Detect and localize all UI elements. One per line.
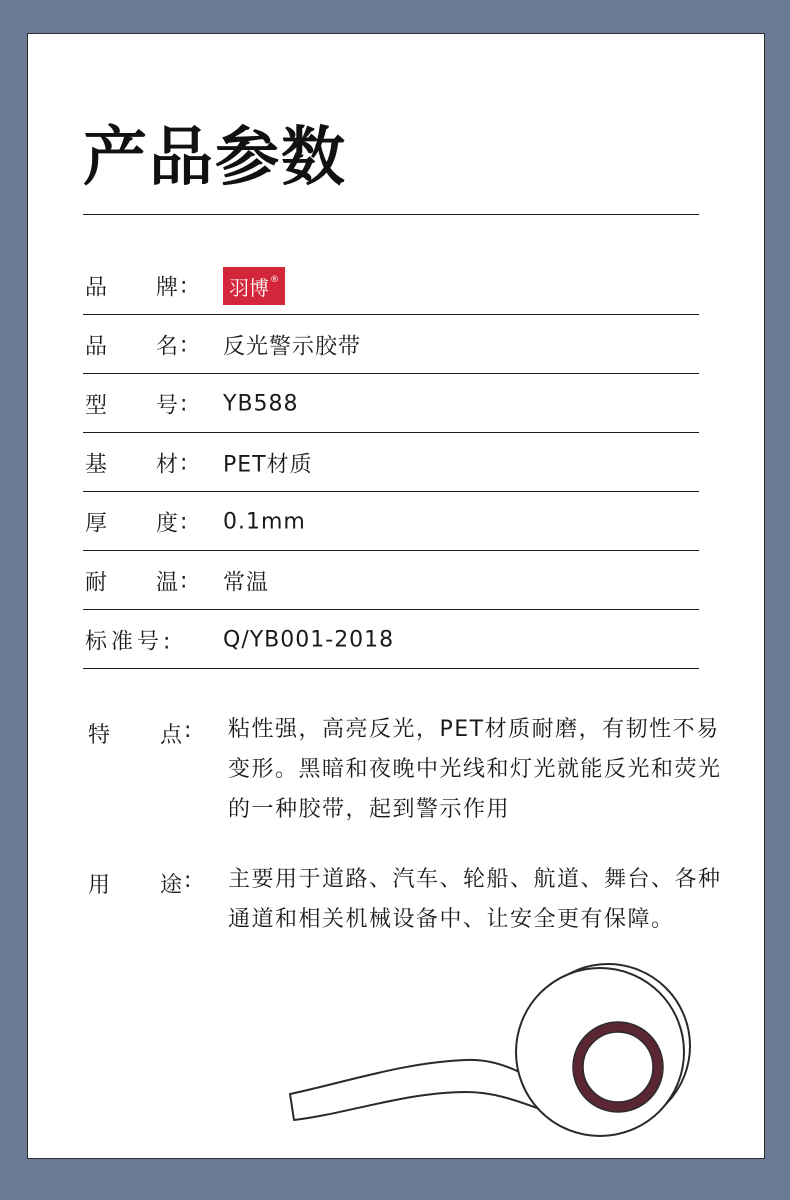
spec-key-char: 品 [85,334,108,360]
spec-row-thickness [83,492,699,551]
spec-table [83,256,699,669]
spec-key-char: 基 [85,452,108,478]
spec-key: 标准号: [85,629,175,655]
feature-key-char: 点 [160,723,183,748]
spec-colon: : [180,273,188,299]
feature-colon: : [184,718,192,743]
spec-colon: : [180,568,188,594]
spec-row-brand [83,256,699,315]
registered-mark: ® [270,275,279,285]
spec-value: YB588 [223,391,299,417]
spec-row-product-name [83,315,699,374]
usage-colon: : [184,868,192,893]
spec-value: PET材质 [223,452,313,478]
feature-key-char: 特 [88,723,111,748]
spec-colon: : [180,509,188,535]
page-title: 产品参数 [83,121,347,195]
spec-colon: : [180,391,188,417]
spec-colon: : [180,332,188,358]
usage-key-char: 途 [160,873,183,898]
usage-key-char: 用 [88,873,111,898]
usage-text: 主要用于道路、汽车、轮船、航道、舞台、各种通道和相关机械设备中、让安全更有保障。 [228,867,722,932]
title-divider [83,214,699,215]
spec-value: Q/YB001-2018 [223,627,395,653]
brand-logo [223,267,285,305]
spec-row-standard [83,610,699,669]
spec-key-char: 厚 [85,511,108,537]
spec-key-char: 材 [156,452,179,478]
spec-key-char: 名 [156,334,179,360]
spec-value: 反光警示胶带 [223,334,362,360]
spec-key-char: 温 [156,570,179,596]
spec-value: 0.1mm [223,509,306,535]
spec-key-char: 牌 [156,275,179,301]
spec-key-char: 品 [85,275,108,301]
spec-key-char: 耐 [85,570,108,596]
spec-key-char: 型 [85,393,108,419]
tape-roll-icon [286,942,706,1162]
spec-card [27,33,765,1159]
spec-row-temperature [83,551,699,610]
spec-key-char: 度 [156,511,179,537]
spec-key-char: 号 [156,393,179,419]
spec-value: 常温 [223,570,270,596]
spec-row-model [83,374,699,433]
spec-colon: : [180,450,188,476]
spec-row-material [83,433,699,492]
brand-logo-text: 羽博 [229,275,269,300]
features-text: 粘性强，高亮反光，PET材质耐磨，有韧性不易变形。黑暗和夜晚中光线和灯光就能反光和荧光的一种胶带，起到警示作用 [228,717,722,822]
